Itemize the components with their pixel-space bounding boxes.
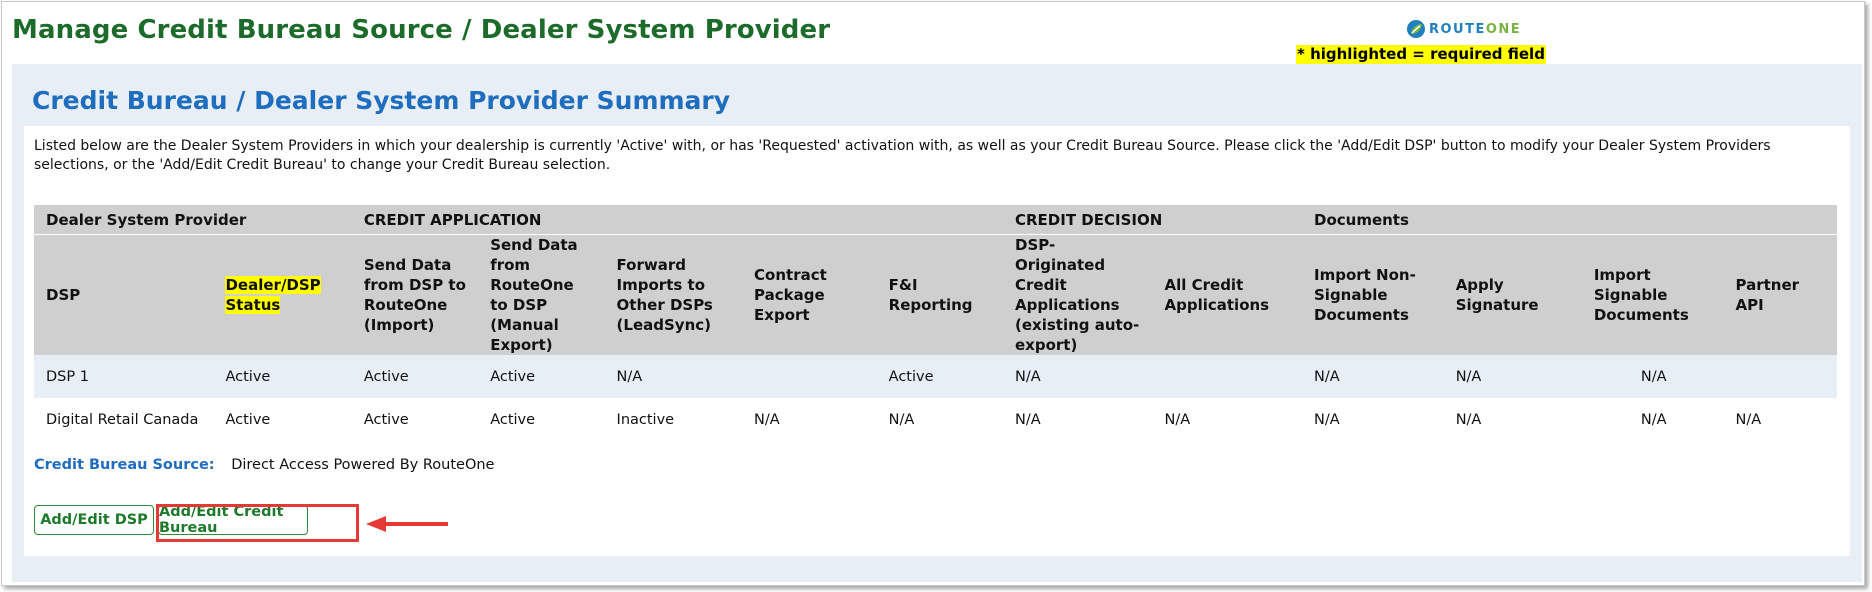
cell-import: Active: [352, 355, 478, 398]
col-import-non-signable-docs: Import Non-Signable Documents: [1302, 235, 1444, 356]
summary-title: Credit Bureau / Dealer System Provider Summary: [32, 86, 731, 115]
annotation-highlight-box: [156, 504, 359, 542]
col-import-signable-docs: Import Signable Documents: [1582, 235, 1724, 356]
cell-apply-signature: N/A: [1444, 355, 1582, 398]
window-frame: [1, 1, 1865, 586]
cell-manual-export: Active: [478, 398, 604, 441]
required-field-note: * highlighted = required field: [1297, 45, 1545, 63]
credit-bureau-source: [34, 457, 494, 473]
cell-leadsync: Inactive: [605, 398, 743, 441]
cell-import-non-signable: N/A: [1302, 398, 1444, 441]
cell-manual-export: Active: [478, 355, 604, 398]
summary-intro: Listed below are the Dealer System Providers in which your dealership is currently 'Active' with, or has 'Requested' activation with, as well as your Credit Bureau Source. Please click the 'Add/Edit DSP' button to modify your Dealer System Providers selections, or the 'Add/Edit Credit Bureau' to change your Credit Bureau selection.: [34, 138, 1771, 173]
col-all-credit-applications: All Credit Applications: [1153, 235, 1303, 356]
col-partner-api: Partner API: [1724, 235, 1837, 356]
cell-dsp-originated: N/A: [1003, 398, 1153, 441]
routeone-logo: [1406, 19, 1521, 39]
cell-dsp: Digital Retail Canada: [34, 398, 213, 441]
cell-import-signable: N/A: [1582, 398, 1724, 441]
table-column-header: [34, 235, 1837, 356]
cell-import-non-signable: N/A: [1302, 355, 1444, 398]
col-dealer-dsp-status: [213, 235, 351, 356]
group-documents: Documents: [1302, 205, 1837, 235]
page-title: Manage Credit Bureau Source / Dealer System Provider: [12, 15, 831, 45]
add-edit-credit-bureau-button[interactable]: Add/Edit Credit Bureau: [158, 505, 308, 535]
routeone-leaf-icon: [1406, 19, 1426, 39]
cell-dsp: DSP 1: [34, 355, 213, 398]
cell-fi-reporting: Active: [877, 355, 1003, 398]
col-dsp: DSP: [34, 235, 213, 356]
cell-leadsync: N/A: [605, 355, 743, 398]
col-contract-package-export: Contract Package Export: [742, 235, 877, 356]
credit-bureau-source-label: Credit Bureau Source:: [34, 457, 215, 473]
cell-dsp-originated: N/A: [1003, 355, 1153, 398]
cell-status: Active: [213, 355, 351, 398]
add-edit-dsp-button[interactable]: Add/Edit DSP: [34, 505, 154, 535]
logo-word-route: ROUTE: [1429, 21, 1486, 37]
table-group-header: [34, 205, 1837, 235]
cell-status: Active: [213, 398, 351, 441]
table-row: [34, 398, 1837, 441]
col-fi-reporting: F&I Reporting: [877, 235, 1003, 356]
group-credit-application: CREDIT APPLICATION: [352, 205, 1003, 235]
col-apply-signature: Apply Signature: [1444, 235, 1582, 356]
col-forward-imports-leadsync: Forward Imports to Other DSPs (LeadSync): [605, 235, 743, 356]
cell-contract-export: [742, 355, 877, 398]
col-dealer-dsp-status-label: Dealer/DSP Status: [225, 276, 321, 314]
col-send-data-manual-export: Send Data from RouteOne to DSP (Manual Export): [478, 235, 604, 356]
cell-import: Active: [352, 398, 478, 441]
group-dealer-system-provider: Dealer System Provider: [34, 205, 352, 235]
logo-wordmark: [1429, 22, 1521, 37]
cell-contract-export: N/A: [742, 398, 877, 441]
dsp-table: [34, 205, 1837, 441]
table-row: [34, 355, 1837, 398]
summary-content: [24, 126, 1850, 556]
cell-import-signable: N/A: [1582, 355, 1724, 398]
cell-partner-api: N/A: [1724, 398, 1837, 441]
cell-all-credit-apps: [1153, 355, 1303, 398]
annotation-arrow-icon: [364, 513, 450, 535]
credit-bureau-source-value: Direct Access Powered By RouteOne: [231, 457, 495, 473]
col-send-data-import: Send Data from DSP to RouteOne (Import): [352, 235, 478, 356]
col-dsp-originated-credit-apps: DSP-Originated Credit Applications (existing auto-export): [1003, 235, 1153, 356]
group-credit-decision: CREDIT DECISION: [1003, 205, 1302, 235]
cell-partner-api: [1724, 355, 1837, 398]
cell-all-credit-apps: N/A: [1153, 398, 1303, 441]
logo-word-one: ONE: [1485, 21, 1522, 37]
cell-fi-reporting: N/A: [877, 398, 1003, 441]
cell-apply-signature: N/A: [1444, 398, 1582, 441]
